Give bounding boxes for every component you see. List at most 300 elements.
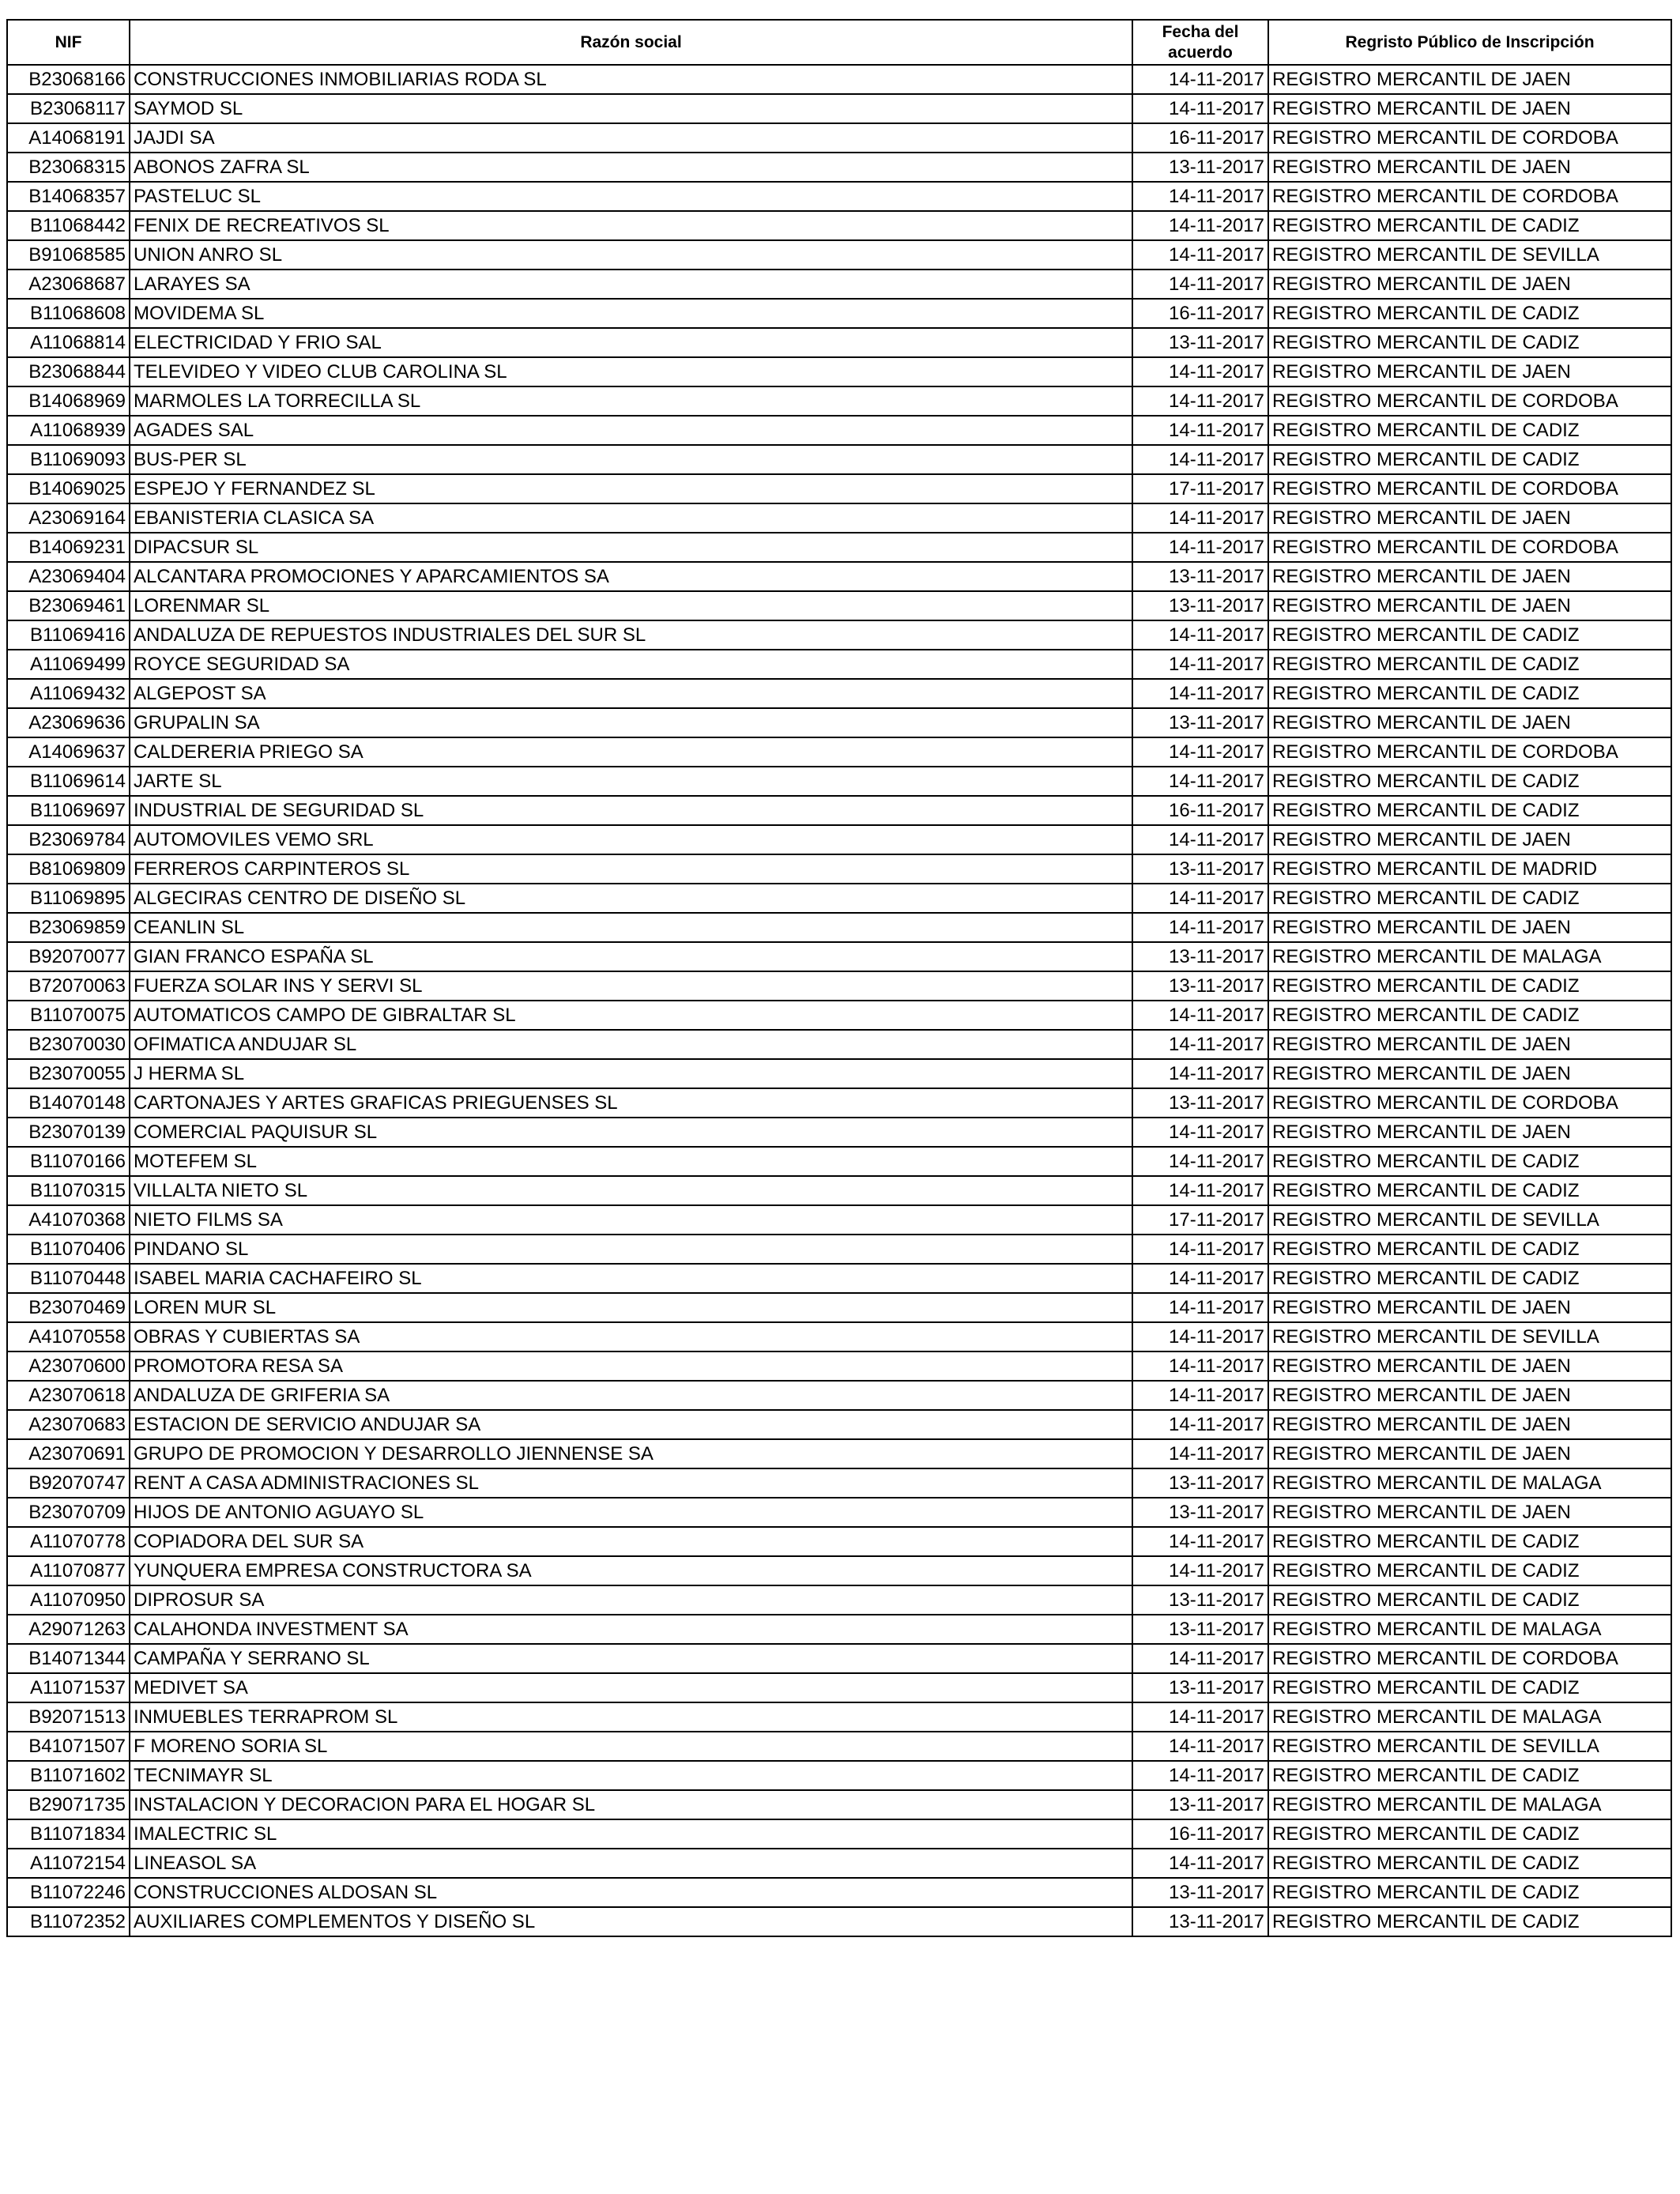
table-row — [7, 884, 1671, 913]
cell-registro: REGISTRO MERCANTIL DE CORDOBA — [1268, 386, 1671, 416]
cell-razon-social: ANDALUZA DE REPUESTOS INDUSTRIALES DEL SUR SL — [130, 620, 1132, 650]
table-row — [7, 1351, 1671, 1381]
table-row — [7, 445, 1671, 474]
cell-fecha: 13-11-2017 — [1132, 562, 1268, 591]
cell-registro: REGISTRO MERCANTIL DE CADIZ — [1268, 211, 1671, 240]
cell-razon-social: LINEASOL SA — [130, 1849, 1132, 1878]
cell-razon-social: LOREN MUR SL — [130, 1293, 1132, 1322]
cell-registro: REGISTRO MERCANTIL DE CADIZ — [1268, 445, 1671, 474]
table-row — [7, 533, 1671, 562]
cell-fecha: 13-11-2017 — [1132, 1790, 1268, 1819]
cell-fecha: 14-11-2017 — [1132, 650, 1268, 679]
cell-fecha: 14-11-2017 — [1132, 1293, 1268, 1322]
header-row — [7, 20, 1671, 65]
cell-razon-social: ISABEL MARIA CACHAFEIRO SL — [130, 1264, 1132, 1293]
cell-registro: REGISTRO MERCANTIL DE CADIZ — [1268, 1527, 1671, 1556]
cell-nif: B11068608 — [7, 299, 130, 328]
cell-registro: REGISTRO MERCANTIL DE CORDOBA — [1268, 474, 1671, 503]
cell-razon-social: MEDIVET SA — [130, 1673, 1132, 1702]
cell-fecha: 16-11-2017 — [1132, 1819, 1268, 1849]
table-row — [7, 1059, 1671, 1088]
cell-fecha: 14-11-2017 — [1132, 1322, 1268, 1351]
cell-nif: B23068117 — [7, 94, 130, 123]
cell-nif: A29071263 — [7, 1615, 130, 1644]
cell-nif: A11072154 — [7, 1849, 130, 1878]
table-row — [7, 1615, 1671, 1644]
cell-nif: A23070618 — [7, 1381, 130, 1410]
table-row — [7, 1527, 1671, 1556]
cell-registro: REGISTRO MERCANTIL DE JAEN — [1268, 270, 1671, 299]
cell-nif: B23070139 — [7, 1118, 130, 1147]
cell-registro: REGISTRO MERCANTIL DE JAEN — [1268, 825, 1671, 854]
table-row — [7, 182, 1671, 211]
cell-fecha: 14-11-2017 — [1132, 1849, 1268, 1878]
cell-fecha: 16-11-2017 — [1132, 299, 1268, 328]
cell-nif: B14071344 — [7, 1644, 130, 1673]
cell-registro: REGISTRO MERCANTIL DE JAEN — [1268, 1381, 1671, 1410]
cell-nif: B14069025 — [7, 474, 130, 503]
cell-razon-social: CALAHONDA INVESTMENT SA — [130, 1615, 1132, 1644]
cell-fecha: 14-11-2017 — [1132, 416, 1268, 445]
cell-razon-social: FUERZA SOLAR INS Y SERVI SL — [130, 971, 1132, 1001]
table-row — [7, 650, 1671, 679]
cell-razon-social: NIETO FILMS SA — [130, 1205, 1132, 1235]
table-row — [7, 620, 1671, 650]
cell-registro: REGISTRO MERCANTIL DE CORDOBA — [1268, 1644, 1671, 1673]
cell-nif: B11070315 — [7, 1176, 130, 1205]
cell-razon-social: AUTOMOVILES VEMO SRL — [130, 825, 1132, 854]
cell-razon-social: INSTALACION Y DECORACION PARA EL HOGAR SL — [130, 1790, 1132, 1819]
cell-fecha: 14-11-2017 — [1132, 1030, 1268, 1059]
table-row — [7, 1001, 1671, 1030]
cell-nif: A23068687 — [7, 270, 130, 299]
cell-nif: B11069416 — [7, 620, 130, 650]
cell-registro: REGISTRO MERCANTIL DE CADIZ — [1268, 1761, 1671, 1790]
cell-nif: B72070063 — [7, 971, 130, 1001]
table-row — [7, 1439, 1671, 1468]
table-row — [7, 562, 1671, 591]
cell-nif: B23069859 — [7, 913, 130, 942]
cell-nif: B23070709 — [7, 1498, 130, 1527]
table-row — [7, 1849, 1671, 1878]
cell-registro: REGISTRO MERCANTIL DE CADIZ — [1268, 884, 1671, 913]
cell-nif: B23068315 — [7, 153, 130, 182]
table-row — [7, 1556, 1671, 1585]
cell-razon-social: GRUPALIN SA — [130, 708, 1132, 737]
cell-razon-social: INMUEBLES TERRAPROM SL — [130, 1702, 1132, 1732]
cell-fecha: 17-11-2017 — [1132, 474, 1268, 503]
table-row — [7, 913, 1671, 942]
cell-nif: B11072352 — [7, 1907, 130, 1936]
cell-registro: REGISTRO MERCANTIL DE SEVILLA — [1268, 1322, 1671, 1351]
cell-registro: REGISTRO MERCANTIL DE MALAGA — [1268, 1702, 1671, 1732]
cell-registro: REGISTRO MERCANTIL DE CADIZ — [1268, 299, 1671, 328]
cell-nif: B92070077 — [7, 942, 130, 971]
cell-fecha: 13-11-2017 — [1132, 591, 1268, 620]
table-header — [7, 20, 1671, 65]
cell-razon-social: CONSTRUCCIONES INMOBILIARIAS RODA SL — [130, 65, 1132, 94]
cell-fecha: 16-11-2017 — [1132, 123, 1268, 153]
table-row — [7, 211, 1671, 240]
cell-nif: B14068357 — [7, 182, 130, 211]
cell-razon-social: LARAYES SA — [130, 270, 1132, 299]
cell-nif: B11069614 — [7, 767, 130, 796]
registry-table — [6, 19, 1672, 1937]
cell-fecha: 14-11-2017 — [1132, 1059, 1268, 1088]
table-row — [7, 1644, 1671, 1673]
table-row — [7, 123, 1671, 153]
cell-registro: REGISTRO MERCANTIL DE JAEN — [1268, 357, 1671, 386]
cell-razon-social: SAYMOD SL — [130, 94, 1132, 123]
cell-nif: B11069895 — [7, 884, 130, 913]
cell-razon-social: GIAN FRANCO ESPAÑA SL — [130, 942, 1132, 971]
cell-fecha: 14-11-2017 — [1132, 1732, 1268, 1761]
table-row — [7, 1410, 1671, 1439]
table-row — [7, 1585, 1671, 1615]
cell-fecha: 14-11-2017 — [1132, 182, 1268, 211]
cell-nif: A23069636 — [7, 708, 130, 737]
cell-nif: A41070558 — [7, 1322, 130, 1351]
table-row — [7, 1264, 1671, 1293]
cell-registro: REGISTRO MERCANTIL DE JAEN — [1268, 153, 1671, 182]
table-row — [7, 357, 1671, 386]
table-row — [7, 1732, 1671, 1761]
cell-razon-social: J HERMA SL — [130, 1059, 1132, 1088]
cell-nif: B23070055 — [7, 1059, 130, 1088]
cell-registro: REGISTRO MERCANTIL DE CADIZ — [1268, 1264, 1671, 1293]
cell-razon-social: AGADES SAL — [130, 416, 1132, 445]
cell-razon-social: AUXILIARES COMPLEMENTOS Y DISEÑO SL — [130, 1907, 1132, 1936]
cell-razon-social: ESPEJO Y FERNANDEZ SL — [130, 474, 1132, 503]
cell-fecha: 16-11-2017 — [1132, 796, 1268, 825]
cell-nif: B11069697 — [7, 796, 130, 825]
cell-razon-social: EBANISTERIA CLASICA SA — [130, 503, 1132, 533]
cell-nif: A23069164 — [7, 503, 130, 533]
cell-registro: REGISTRO MERCANTIL DE JAEN — [1268, 1059, 1671, 1088]
cell-nif: A11068939 — [7, 416, 130, 445]
cell-registro: REGISTRO MERCANTIL DE JAEN — [1268, 1498, 1671, 1527]
cell-nif: B11070166 — [7, 1147, 130, 1176]
cell-fecha: 14-11-2017 — [1132, 65, 1268, 94]
cell-registro: REGISTRO MERCANTIL DE MALAGA — [1268, 1790, 1671, 1819]
table-row — [7, 1468, 1671, 1498]
cell-registro: REGISTRO MERCANTIL DE CADIZ — [1268, 620, 1671, 650]
cell-fecha: 14-11-2017 — [1132, 94, 1268, 123]
cell-razon-social: ESTACION DE SERVICIO ANDUJAR SA — [130, 1410, 1132, 1439]
table-row — [7, 942, 1671, 971]
cell-nif: B23069784 — [7, 825, 130, 854]
cell-nif: A14068191 — [7, 123, 130, 153]
cell-nif: A23070600 — [7, 1351, 130, 1381]
cell-registro: REGISTRO MERCANTIL DE CORDOBA — [1268, 182, 1671, 211]
header-nif: NIF — [7, 20, 130, 65]
cell-registro: REGISTRO MERCANTIL DE CADIZ — [1268, 1001, 1671, 1030]
cell-fecha: 13-11-2017 — [1132, 1585, 1268, 1615]
cell-fecha: 14-11-2017 — [1132, 1147, 1268, 1176]
table-row — [7, 825, 1671, 854]
cell-fecha: 14-11-2017 — [1132, 1761, 1268, 1790]
cell-razon-social: YUNQUERA EMPRESA CONSTRUCTORA SA — [130, 1556, 1132, 1585]
cell-razon-social: ALGECIRAS CENTRO DE DISEÑO SL — [130, 884, 1132, 913]
cell-nif: B11070406 — [7, 1235, 130, 1264]
cell-razon-social: OBRAS Y CUBIERTAS SA — [130, 1322, 1132, 1351]
cell-nif: B23070469 — [7, 1293, 130, 1322]
cell-registro: REGISTRO MERCANTIL DE CADIZ — [1268, 767, 1671, 796]
cell-razon-social: F MORENO SORIA SL — [130, 1732, 1132, 1761]
cell-razon-social: PASTELUC SL — [130, 182, 1132, 211]
table-row — [7, 503, 1671, 533]
table-row — [7, 416, 1671, 445]
cell-registro: REGISTRO MERCANTIL DE JAEN — [1268, 708, 1671, 737]
cell-fecha: 13-11-2017 — [1132, 153, 1268, 182]
cell-razon-social: DIPACSUR SL — [130, 533, 1132, 562]
cell-fecha: 13-11-2017 — [1132, 1878, 1268, 1907]
cell-nif: B14069231 — [7, 533, 130, 562]
cell-fecha: 14-11-2017 — [1132, 1644, 1268, 1673]
cell-registro: REGISTRO MERCANTIL DE MADRID — [1268, 854, 1671, 884]
cell-razon-social: LORENMAR SL — [130, 591, 1132, 620]
table-row — [7, 796, 1671, 825]
cell-registro: REGISTRO MERCANTIL DE JAEN — [1268, 1293, 1671, 1322]
cell-fecha: 14-11-2017 — [1132, 1264, 1268, 1293]
cell-razon-social: FENIX DE RECREATIVOS SL — [130, 211, 1132, 240]
cell-fecha: 14-11-2017 — [1132, 386, 1268, 416]
cell-nif: A11069499 — [7, 650, 130, 679]
cell-razon-social: PINDANO SL — [130, 1235, 1132, 1264]
cell-fecha: 14-11-2017 — [1132, 1702, 1268, 1732]
cell-razon-social: ALCANTARA PROMOCIONES Y APARCAMIENTOS SA — [130, 562, 1132, 591]
table-row — [7, 1819, 1671, 1849]
cell-razon-social: ABONOS ZAFRA SL — [130, 153, 1132, 182]
cell-fecha: 14-11-2017 — [1132, 737, 1268, 767]
table-row — [7, 708, 1671, 737]
cell-registro: REGISTRO MERCANTIL DE CADIZ — [1268, 1176, 1671, 1205]
cell-razon-social: BUS-PER SL — [130, 445, 1132, 474]
cell-fecha: 13-11-2017 — [1132, 942, 1268, 971]
header-fecha-line2: acuerdo — [1168, 43, 1233, 62]
cell-registro: REGISTRO MERCANTIL DE CADIZ — [1268, 650, 1671, 679]
cell-fecha: 14-11-2017 — [1132, 884, 1268, 913]
table-row — [7, 971, 1671, 1001]
cell-razon-social: ROYCE SEGURIDAD SA — [130, 650, 1132, 679]
table-row — [7, 1702, 1671, 1732]
cell-nif: B11068442 — [7, 211, 130, 240]
cell-nif: A11071537 — [7, 1673, 130, 1702]
table-row — [7, 1030, 1671, 1059]
cell-razon-social: INDUSTRIAL DE SEGURIDAD SL — [130, 796, 1132, 825]
cell-registro: REGISTRO MERCANTIL DE SEVILLA — [1268, 1205, 1671, 1235]
cell-registro: REGISTRO MERCANTIL DE CADIZ — [1268, 1878, 1671, 1907]
cell-fecha: 14-11-2017 — [1132, 503, 1268, 533]
cell-fecha: 13-11-2017 — [1132, 1673, 1268, 1702]
cell-razon-social: CALDERERIA PRIEGO SA — [130, 737, 1132, 767]
cell-registro: REGISTRO MERCANTIL DE MALAGA — [1268, 1615, 1671, 1644]
cell-registro: REGISTRO MERCANTIL DE CADIZ — [1268, 1147, 1671, 1176]
cell-razon-social: TELEVIDEO Y VIDEO CLUB CAROLINA SL — [130, 357, 1132, 386]
cell-fecha: 17-11-2017 — [1132, 1205, 1268, 1235]
cell-fecha: 14-11-2017 — [1132, 211, 1268, 240]
cell-razon-social: COMERCIAL PAQUISUR SL — [130, 1118, 1132, 1147]
table-row — [7, 1118, 1671, 1147]
cell-fecha: 14-11-2017 — [1132, 1001, 1268, 1030]
cell-fecha: 13-11-2017 — [1132, 1498, 1268, 1527]
cell-nif: B23068166 — [7, 65, 130, 94]
cell-registro: REGISTRO MERCANTIL DE JAEN — [1268, 1118, 1671, 1147]
cell-registro: REGISTRO MERCANTIL DE JAEN — [1268, 1030, 1671, 1059]
table-row — [7, 1322, 1671, 1351]
cell-nif: B11072246 — [7, 1878, 130, 1907]
cell-nif: B91068585 — [7, 240, 130, 270]
cell-registro: REGISTRO MERCANTIL DE CORDOBA — [1268, 1088, 1671, 1118]
table-row — [7, 1878, 1671, 1907]
table-row — [7, 386, 1671, 416]
cell-nif: B11071834 — [7, 1819, 130, 1849]
table-row — [7, 240, 1671, 270]
cell-razon-social: TECNIMAYR SL — [130, 1761, 1132, 1790]
table-row — [7, 1498, 1671, 1527]
cell-fecha: 14-11-2017 — [1132, 679, 1268, 708]
cell-nif: B92070747 — [7, 1468, 130, 1498]
cell-registro: REGISTRO MERCANTIL DE CADIZ — [1268, 1556, 1671, 1585]
cell-razon-social: ALGEPOST SA — [130, 679, 1132, 708]
cell-registro: REGISTRO MERCANTIL DE CADIZ — [1268, 796, 1671, 825]
cell-nif: A23070691 — [7, 1439, 130, 1468]
table-row — [7, 591, 1671, 620]
cell-razon-social: CARTONAJES Y ARTES GRAFICAS PRIEGUENSES SL — [130, 1088, 1132, 1118]
cell-nif: B23068844 — [7, 357, 130, 386]
cell-fecha: 14-11-2017 — [1132, 270, 1268, 299]
cell-registro: REGISTRO MERCANTIL DE CADIZ — [1268, 1849, 1671, 1878]
cell-razon-social: PROMOTORA RESA SA — [130, 1351, 1132, 1381]
table-row — [7, 328, 1671, 357]
cell-registro: REGISTRO MERCANTIL DE CORDOBA — [1268, 123, 1671, 153]
table-row — [7, 299, 1671, 328]
table-row — [7, 153, 1671, 182]
cell-fecha: 14-11-2017 — [1132, 913, 1268, 942]
cell-nif: B29071735 — [7, 1790, 130, 1819]
table-row — [7, 1673, 1671, 1702]
header-fecha-acuerdo — [1132, 20, 1268, 65]
cell-fecha: 14-11-2017 — [1132, 445, 1268, 474]
cell-registro: REGISTRO MERCANTIL DE JAEN — [1268, 913, 1671, 942]
cell-fecha: 14-11-2017 — [1132, 620, 1268, 650]
cell-nif: B23069461 — [7, 591, 130, 620]
cell-registro: REGISTRO MERCANTIL DE CADIZ — [1268, 328, 1671, 357]
cell-registro: REGISTRO MERCANTIL DE CADIZ — [1268, 416, 1671, 445]
table-row — [7, 1907, 1671, 1936]
cell-nif: A14069637 — [7, 737, 130, 767]
table-row — [7, 1293, 1671, 1322]
cell-razon-social: AUTOMATICOS CAMPO DE GIBRALTAR SL — [130, 1001, 1132, 1030]
cell-razon-social: CEANLIN SL — [130, 913, 1132, 942]
cell-razon-social: DIPROSUR SA — [130, 1585, 1132, 1615]
cell-nif: B11071602 — [7, 1761, 130, 1790]
table-row — [7, 767, 1671, 796]
cell-razon-social: HIJOS DE ANTONIO AGUAYO SL — [130, 1498, 1132, 1527]
cell-registro: REGISTRO MERCANTIL DE JAEN — [1268, 94, 1671, 123]
cell-fecha: 14-11-2017 — [1132, 767, 1268, 796]
cell-fecha: 14-11-2017 — [1132, 1381, 1268, 1410]
cell-razon-social: ANDALUZA DE GRIFERIA SA — [130, 1381, 1132, 1410]
cell-nif: B92071513 — [7, 1702, 130, 1732]
table-row — [7, 474, 1671, 503]
cell-registro: REGISTRO MERCANTIL DE SEVILLA — [1268, 240, 1671, 270]
cell-registro: REGISTRO MERCANTIL DE CADIZ — [1268, 1907, 1671, 1936]
cell-fecha: 14-11-2017 — [1132, 1351, 1268, 1381]
table-row — [7, 270, 1671, 299]
table-row — [7, 65, 1671, 94]
cell-registro: REGISTRO MERCANTIL DE JAEN — [1268, 562, 1671, 591]
table-row — [7, 1088, 1671, 1118]
cell-registro: REGISTRO MERCANTIL DE CADIZ — [1268, 1235, 1671, 1264]
cell-fecha: 13-11-2017 — [1132, 971, 1268, 1001]
table-row — [7, 1235, 1671, 1264]
table-body — [7, 65, 1671, 1936]
table-row — [7, 737, 1671, 767]
cell-razon-social: FERREROS CARPINTEROS SL — [130, 854, 1132, 884]
cell-nif: A11070950 — [7, 1585, 130, 1615]
cell-nif: A11070877 — [7, 1556, 130, 1585]
cell-fecha: 14-11-2017 — [1132, 533, 1268, 562]
cell-nif: B14070148 — [7, 1088, 130, 1118]
cell-fecha: 14-11-2017 — [1132, 1118, 1268, 1147]
cell-nif: A11069432 — [7, 679, 130, 708]
table-row — [7, 94, 1671, 123]
cell-razon-social: MARMOLES LA TORRECILLA SL — [130, 386, 1132, 416]
cell-registro: REGISTRO MERCANTIL DE JAEN — [1268, 1439, 1671, 1468]
cell-registro: REGISTRO MERCANTIL DE SEVILLA — [1268, 1732, 1671, 1761]
cell-fecha: 14-11-2017 — [1132, 825, 1268, 854]
cell-nif: A11068814 — [7, 328, 130, 357]
cell-nif: A41070368 — [7, 1205, 130, 1235]
table-row — [7, 1790, 1671, 1819]
header-registro: Regristo Público de Inscripción — [1268, 20, 1671, 65]
cell-razon-social: MOVIDEMA SL — [130, 299, 1132, 328]
cell-nif: B81069809 — [7, 854, 130, 884]
cell-nif: A11070778 — [7, 1527, 130, 1556]
cell-registro: REGISTRO MERCANTIL DE JAEN — [1268, 1351, 1671, 1381]
cell-fecha: 13-11-2017 — [1132, 1615, 1268, 1644]
cell-nif: B41071507 — [7, 1732, 130, 1761]
cell-registro: REGISTRO MERCANTIL DE CADIZ — [1268, 1819, 1671, 1849]
cell-fecha: 14-11-2017 — [1132, 1439, 1268, 1468]
cell-registro: REGISTRO MERCANTIL DE MALAGA — [1268, 1468, 1671, 1498]
cell-fecha: 14-11-2017 — [1132, 1176, 1268, 1205]
cell-registro: REGISTRO MERCANTIL DE CORDOBA — [1268, 737, 1671, 767]
cell-nif: A23069404 — [7, 562, 130, 591]
table-row — [7, 1761, 1671, 1790]
cell-fecha: 13-11-2017 — [1132, 328, 1268, 357]
cell-registro: REGISTRO MERCANTIL DE CORDOBA — [1268, 533, 1671, 562]
cell-fecha: 13-11-2017 — [1132, 708, 1268, 737]
cell-nif: B11070448 — [7, 1264, 130, 1293]
cell-fecha: 14-11-2017 — [1132, 1527, 1268, 1556]
cell-nif: B23070030 — [7, 1030, 130, 1059]
cell-razon-social: IMALECTRIC SL — [130, 1819, 1132, 1849]
cell-razon-social: OFIMATICA ANDUJAR SL — [130, 1030, 1132, 1059]
cell-registro: REGISTRO MERCANTIL DE JAEN — [1268, 591, 1671, 620]
cell-fecha: 13-11-2017 — [1132, 1468, 1268, 1498]
cell-fecha: 14-11-2017 — [1132, 357, 1268, 386]
cell-razon-social: VILLALTA NIETO SL — [130, 1176, 1132, 1205]
table-row — [7, 1176, 1671, 1205]
cell-registro: REGISTRO MERCANTIL DE JAEN — [1268, 1410, 1671, 1439]
cell-razon-social: JARTE SL — [130, 767, 1132, 796]
cell-razon-social: MOTEFEM SL — [130, 1147, 1132, 1176]
cell-razon-social: COPIADORA DEL SUR SA — [130, 1527, 1132, 1556]
cell-registro: REGISTRO MERCANTIL DE CADIZ — [1268, 971, 1671, 1001]
header-fecha-line1: Fecha del — [1162, 22, 1239, 41]
